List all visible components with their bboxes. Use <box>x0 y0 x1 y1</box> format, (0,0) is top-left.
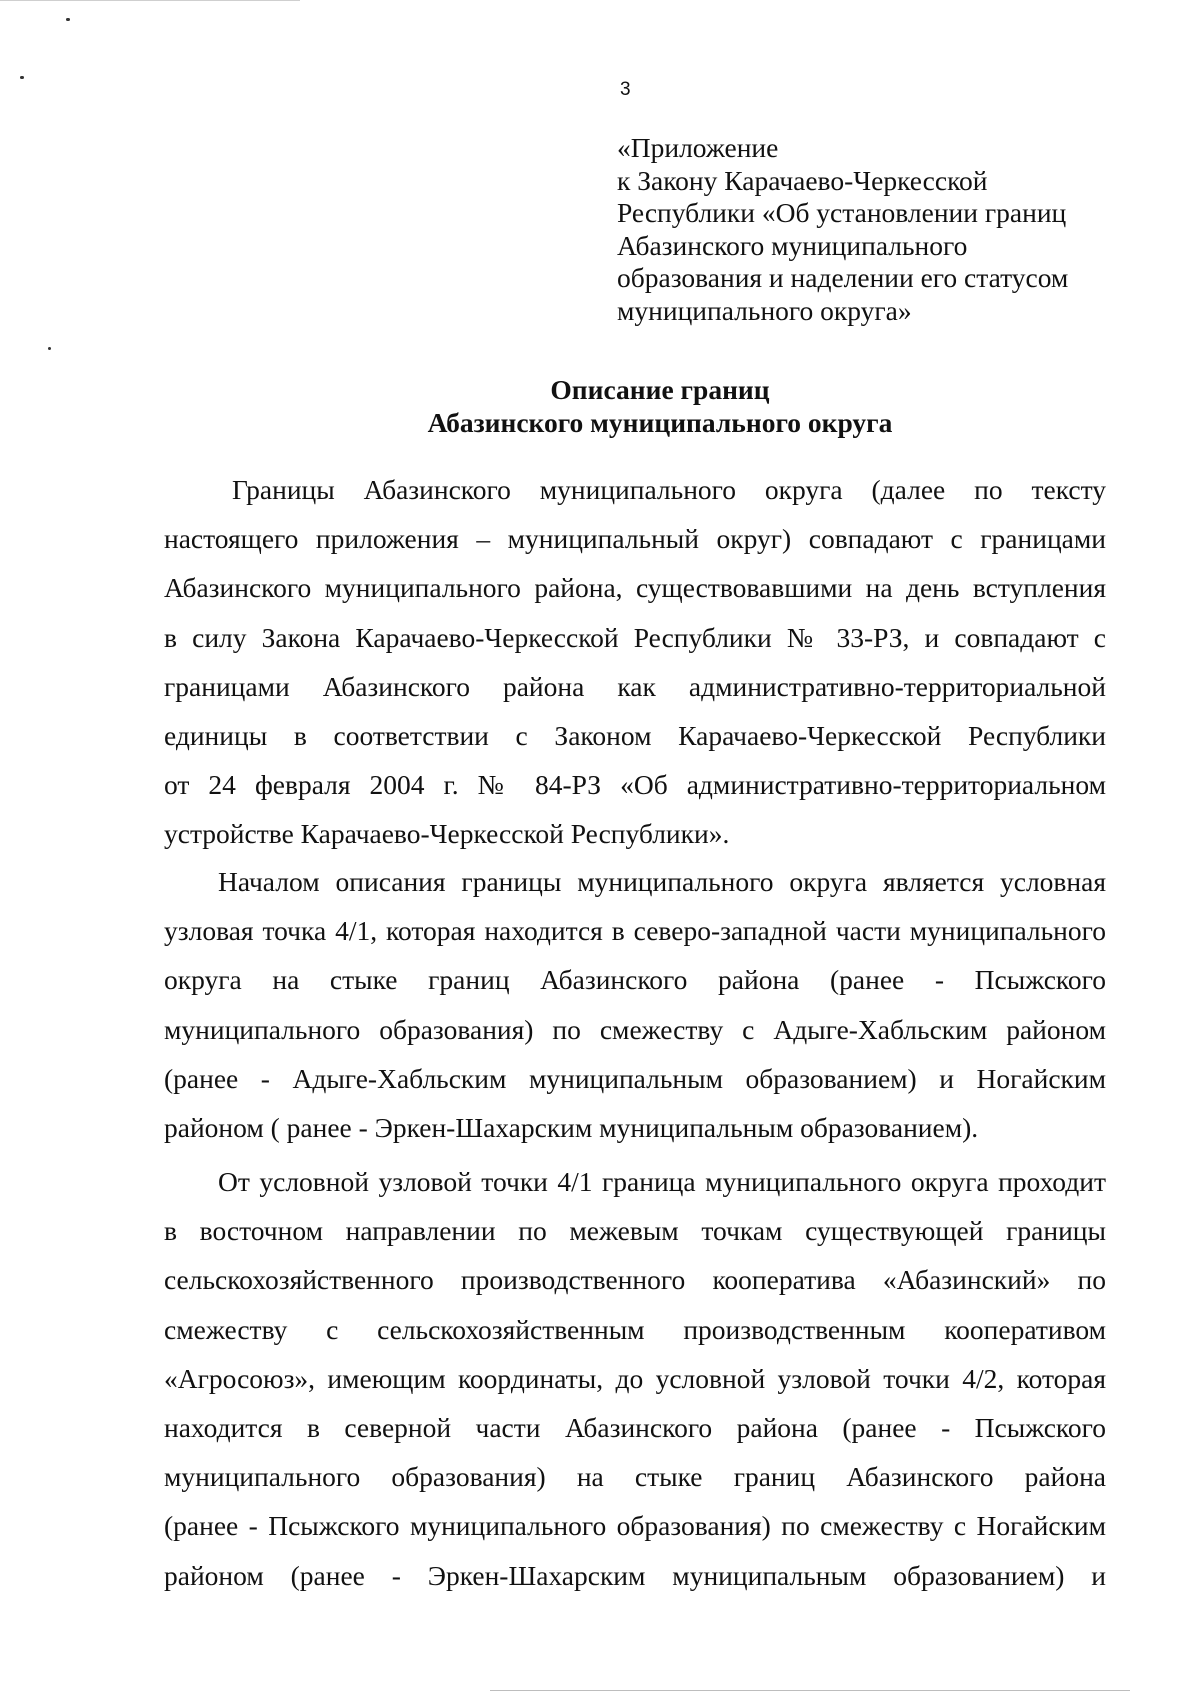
paragraph-route <box>164 1157 1106 1600</box>
paragraph-line: от 24 февраля 2004 г. № 84-РЗ «Об административно-территориальном <box>164 769 1106 801</box>
paragraph-line: в силу Закона Карачаево-Черкесской Республики № 33-РЗ, и совпадают с <box>164 621 1106 653</box>
paragraph-line: Абазинского муниципального района, существовавшими на день вступления <box>164 572 1106 604</box>
paragraph-line: районом (ранее - Эркен-Шахарским муниципальным образованием) и <box>164 1559 1106 1591</box>
paragraph-line: От условной узловой точки 4/1 граница муниципального округа проходит <box>218 1166 1106 1197</box>
appendix-line: муниципального округа» <box>617 294 912 326</box>
paragraph-line: Границы Абазинского муниципального округа (далее по тексту <box>232 474 1106 505</box>
paragraph-line: узловая точка 4/1, которая находится в северо-западной части муниципального <box>164 915 1106 947</box>
paragraph-line: округа на стыке границ Абазинского района (ранее - Псыжского <box>164 964 1106 996</box>
paragraph-starting-point <box>164 857 1106 1152</box>
paragraph-line: муниципального образования) на стыке границ Абазинского района <box>164 1461 1106 1493</box>
paragraph-line: границами Абазинского района как административно-территориальной <box>164 670 1106 702</box>
appendix-line: к Закону Карачаево-Черкесской <box>617 164 988 196</box>
paragraph-line: сельскохозяйственного производственного кооператива «Абазинский» по <box>164 1264 1106 1296</box>
paragraph-line: настоящего приложения – муниципальный округ) совпадают с границами <box>164 523 1106 555</box>
paragraph-line: единицы в соответствии с Законом Карачаево-Черкесской Республики <box>164 720 1106 752</box>
paragraph-line: (ранее - Псыжского муниципального образования) по смежеству с Ногайским <box>164 1510 1106 1542</box>
scan-edge-bottom <box>490 1690 1130 1691</box>
appendix-line: образования и наделении его статусом <box>617 262 1069 294</box>
paragraph-line: Началом описания границы муниципального округа является условная <box>218 866 1106 897</box>
appendix-line: «Приложение <box>617 132 779 163</box>
page-number: 3 <box>620 79 631 100</box>
scan-edge-top <box>0 0 300 1</box>
scan-speck <box>66 18 70 21</box>
paragraph-line: районом ( ранее - Эркен-Шахарским муниципальным образованием). <box>164 1112 979 1144</box>
scan-speck <box>48 347 51 350</box>
paragraph-line: смежеству с сельскохозяйственным производственным кооперативом <box>164 1313 1106 1345</box>
paragraph-boundaries-intro <box>164 465 1106 859</box>
appendix-line: Абазинского муниципального <box>617 229 968 261</box>
paragraph-line: находится в северной части Абазинского района (ранее - Псыжского <box>164 1412 1106 1444</box>
appendix-header <box>617 132 1137 328</box>
paragraph-line: в восточном направлении по межевым точкам существующей границы <box>164 1215 1106 1247</box>
paragraph-line: муниципального образования) по смежеству с Адыге-Хабльским районом <box>164 1013 1106 1045</box>
paragraph-line: «Агросоюз», имеющим координаты, до условной узловой точки 4/2, которая <box>164 1362 1106 1394</box>
appendix-line: Республики «Об установлении границ <box>617 197 1067 229</box>
document-title <box>180 373 1140 439</box>
paragraph-line: устройстве Карачаево-Черкесской Республики». <box>164 818 730 850</box>
scan-speck <box>20 76 24 79</box>
title-line: Абазинского муниципального округа <box>427 407 893 438</box>
paragraph-line: (ранее - Адыге-Хабльским муниципальным образованием) и Ногайским <box>164 1062 1106 1094</box>
title-line: Описание границ <box>550 374 770 405</box>
